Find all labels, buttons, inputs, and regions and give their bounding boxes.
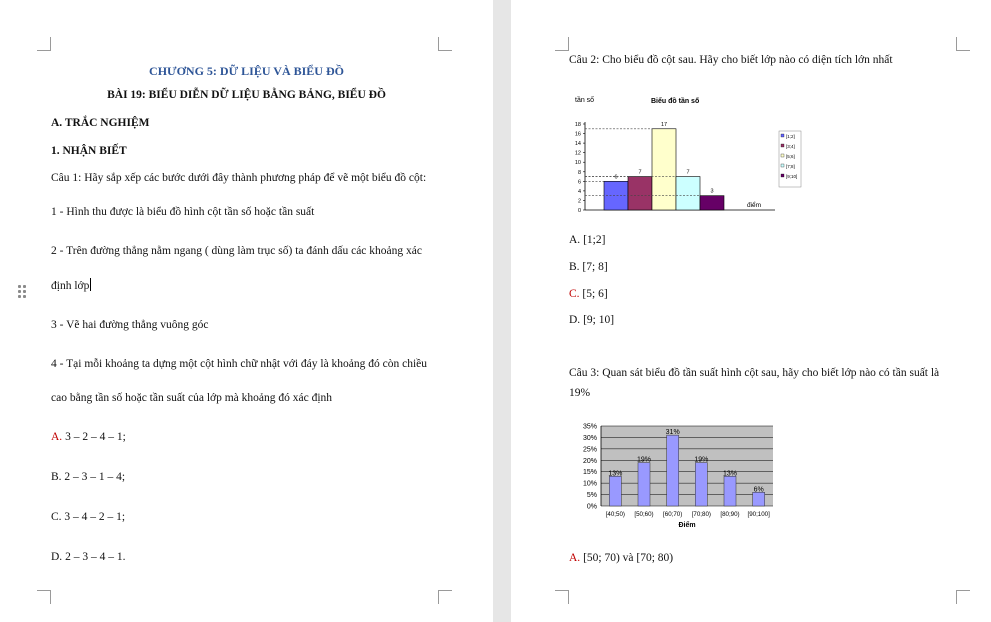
document-page-right xyxy=(511,0,991,622)
bar-value-label: 7 xyxy=(686,169,690,176)
crop-mark xyxy=(438,37,452,51)
bar-value-label: 17 xyxy=(660,121,668,128)
crop-mark xyxy=(37,37,51,51)
option-text: 3 – 2 – 4 – 1; xyxy=(65,431,126,443)
y-tick-label: 25% xyxy=(582,446,597,454)
chapter-title: CHƯƠNG 5: DỮ LIỆU VÀ BIỂU ĐỒ xyxy=(149,64,344,78)
x-tick-label: [40;50) xyxy=(605,511,625,518)
bar-value-label: 7 xyxy=(638,169,642,176)
option-letter: C. xyxy=(569,288,580,300)
crop-mark xyxy=(956,590,970,604)
y-tick-label: 14 xyxy=(574,141,581,148)
y-tick-label: 35% xyxy=(582,423,597,431)
y-tick-label: 4 xyxy=(577,188,581,195)
x-tick-label: [60;70) xyxy=(663,511,683,518)
bar-value-label: 19% xyxy=(694,456,709,464)
y-tick-label: 8 xyxy=(577,169,581,176)
y-tick-label: 10 xyxy=(574,160,581,167)
crop-mark xyxy=(438,590,452,604)
x-tick-label: [50;60) xyxy=(634,511,654,518)
question-text: Câu 3: Quan sát biểu đồ tần suất hình cột sau, hãy cho biết lớp nào có tần suất là xyxy=(569,367,940,379)
y-tick-label: 30% xyxy=(582,434,597,442)
bar xyxy=(652,129,676,210)
answer-option xyxy=(51,430,126,444)
x-tick-label: [90;100] xyxy=(747,511,770,518)
legend-swatch xyxy=(781,174,784,177)
chart-title: Biểu đồ tần số xyxy=(651,98,700,105)
y-tick-label: 10% xyxy=(582,480,597,488)
legend-swatch xyxy=(781,144,784,147)
x-axis-label: Điểm xyxy=(678,522,696,529)
bar-value-label: 13% xyxy=(608,470,623,478)
answer-option xyxy=(569,287,608,301)
option-letter: B. xyxy=(569,261,580,273)
crop-mark xyxy=(555,590,569,604)
option-text: [9; 10] xyxy=(583,314,615,326)
option-text: 3 – 4 – 2 – 1; xyxy=(64,511,126,523)
answer-option xyxy=(569,551,673,565)
option-letter: D. xyxy=(569,314,581,326)
y-tick-label: 12 xyxy=(574,150,581,157)
answer-option xyxy=(51,550,125,564)
option-letter: B. xyxy=(51,471,62,483)
answer-option xyxy=(51,510,125,524)
answer-option xyxy=(569,233,605,247)
relative-frequency-bar-chart xyxy=(559,414,779,539)
frequency-bar-chart xyxy=(569,90,819,215)
bar xyxy=(676,177,700,210)
bar-value-label: 3 xyxy=(710,188,714,195)
legend-swatch xyxy=(781,164,784,167)
y-tick-label: 16 xyxy=(574,131,581,138)
step-text: cao bằng tần số hoặc tần suất của lớp mà khoảng đó xác định xyxy=(51,392,333,404)
bar xyxy=(695,463,707,506)
bar xyxy=(724,476,736,506)
section-heading: A. TRẮC NGHIỆM xyxy=(51,117,150,129)
bar-value-label: 31% xyxy=(665,429,680,437)
legend-entry: [5;6] xyxy=(786,154,795,159)
text-cursor xyxy=(90,278,91,291)
legend-swatch xyxy=(781,154,784,157)
bar xyxy=(753,492,765,506)
y-tick-label: 6 xyxy=(577,179,581,186)
step-text: 2 - Trên đường thẳng nằm ngang ( dùng làm trục số) ta đánh dấu các khoảng xác xyxy=(51,245,422,257)
answer-option xyxy=(569,313,614,327)
step-text: 4 - Tại mỗi khoảng ta dựng một cột hình chữ nhật với đáy là khoảng đó còn chiều xyxy=(51,358,428,370)
x-axis-label: điểm xyxy=(747,202,762,209)
y-tick-label: 0% xyxy=(586,503,597,511)
y-tick-label: 20% xyxy=(582,457,597,465)
question-text: 19% xyxy=(569,387,591,399)
option-letter: A. xyxy=(569,234,581,246)
step-text[interactable] xyxy=(51,278,91,293)
option-text: 2 – 3 – 4 – 1. xyxy=(65,551,126,563)
bar-value-label: 6 xyxy=(614,174,618,181)
legend-entry: [9;10] xyxy=(786,174,798,179)
bar-value-label: 13% xyxy=(722,470,738,478)
question-text: Câu 1: Hãy sắp xếp các bước dưới đây thành phương pháp để vẽ một biểu đồ cột: xyxy=(51,172,427,184)
y-tick-label: 0 xyxy=(577,208,581,214)
x-tick-label: [80;90) xyxy=(720,511,740,518)
bar-value-label: 19% xyxy=(636,456,652,464)
option-letter: A. xyxy=(569,552,581,564)
option-text: [5; 6] xyxy=(582,288,608,300)
option-letter: C. xyxy=(51,511,62,523)
question-text: Câu 2: Cho biểu đồ cột sau. Hãy cho biết lớp nào có diện tích lớn nhất xyxy=(569,54,893,66)
drag-handle-icon[interactable] xyxy=(18,285,27,299)
bar xyxy=(700,196,724,210)
option-letter: A. xyxy=(51,431,63,443)
crop-mark xyxy=(555,37,569,51)
y-tick-label: 5% xyxy=(586,492,597,500)
option-text: [1;2] xyxy=(583,234,606,246)
lesson-title: BÀI 19: BIỂU DIỄN DỮ LIỆU BẰNG BẢNG, BIỂU ĐỒ xyxy=(107,89,386,101)
answer-option xyxy=(569,260,608,274)
bar xyxy=(609,476,621,506)
bar xyxy=(628,177,652,210)
option-text: [7; 8] xyxy=(582,261,608,273)
legend-swatch xyxy=(781,134,784,137)
legend-entry: [3;4] xyxy=(786,144,795,149)
bar-value-label: 6% xyxy=(753,486,764,494)
legend-entry: [1;2] xyxy=(786,134,795,139)
answer-option xyxy=(51,470,125,484)
y-tick-label: 18 xyxy=(574,122,581,128)
y-axis-label: tần số xyxy=(575,97,595,104)
crop-mark xyxy=(956,37,970,51)
option-text: 2 – 3 – 1 – 4; xyxy=(64,471,126,483)
step-text: 3 - Vẽ hai đường thẳng vuông góc xyxy=(51,319,209,331)
bar xyxy=(638,463,650,506)
x-tick-label: [70;80) xyxy=(691,511,711,518)
option-letter: D. xyxy=(51,551,63,563)
step-text-line: định lớp xyxy=(51,280,90,292)
y-tick-label: 2 xyxy=(577,198,581,205)
option-text: [50; 70) và [70; 80) xyxy=(583,552,674,564)
step-text: 1 - Hình thu được là biểu đồ hình cột tần số hoặc tần suất xyxy=(51,206,315,218)
bar xyxy=(667,435,679,506)
document-page-left xyxy=(0,0,493,622)
y-tick-label: 15% xyxy=(582,469,597,477)
crop-mark xyxy=(37,590,51,604)
legend-entry: [7;8] xyxy=(786,164,795,169)
section-heading: 1. NHẬN BIẾT xyxy=(51,145,127,157)
plot-area xyxy=(601,426,773,506)
